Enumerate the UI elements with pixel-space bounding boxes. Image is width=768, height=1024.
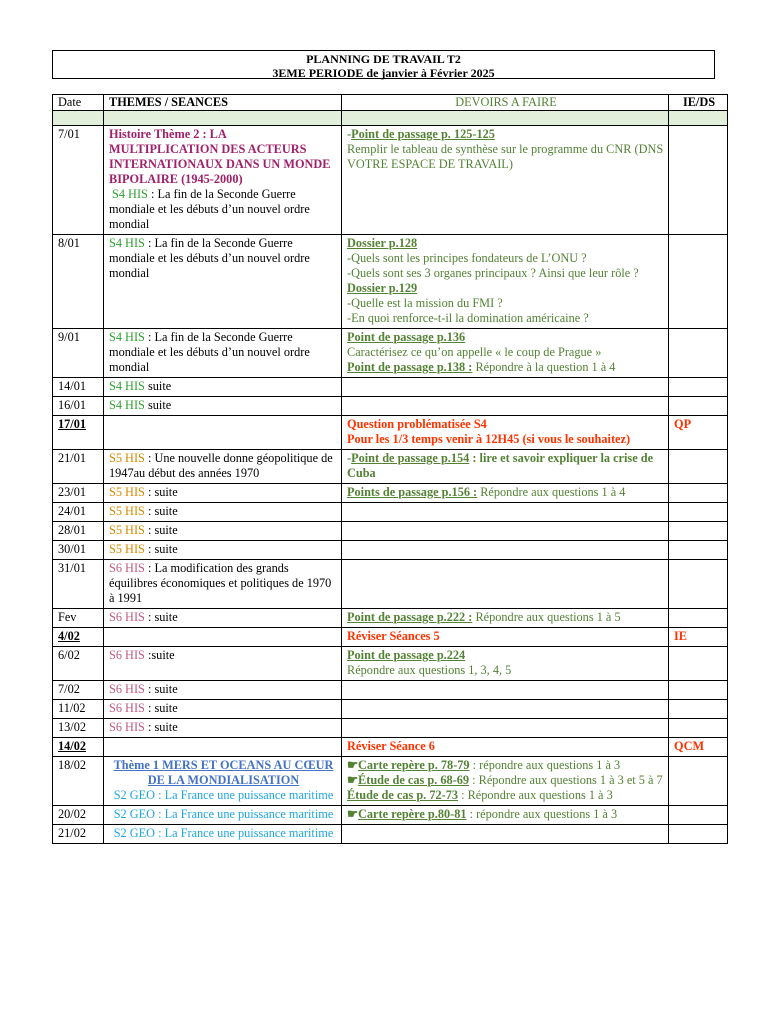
seance-text: S2 GEO : La France une puissance maritime bbox=[113, 788, 334, 802]
table-row bbox=[53, 560, 728, 609]
seance-text: : suite bbox=[144, 485, 178, 499]
date-cell: 13/02 bbox=[53, 719, 104, 738]
ie-cell bbox=[669, 378, 728, 397]
date-cell: 14/01 bbox=[53, 378, 104, 397]
devoir-text: : lire et savoir expliquer la crise de Cuba bbox=[347, 451, 654, 480]
seance-code: S5 HIS bbox=[109, 504, 145, 518]
seance-text: S2 GEO : La France une puissance maritime bbox=[113, 826, 334, 840]
devoir-link[interactable]: Points de passage p.156 : bbox=[347, 485, 478, 499]
date-cell: 31/01 bbox=[53, 560, 104, 609]
theme-cell bbox=[104, 757, 342, 806]
seance-code: S6 HIS bbox=[109, 648, 145, 662]
seance-text: suite bbox=[144, 379, 172, 393]
theme-cell bbox=[104, 450, 342, 484]
devoir-text: Remplir le tableau de synthèse sur le programme du CNR (DNS VOTRE ESPACE DE TRAVAIL) bbox=[347, 142, 664, 171]
date-cell: 28/01 bbox=[53, 522, 104, 541]
devoir-text: Répondre aux questions 1, 3, 4, 5 bbox=[347, 663, 512, 677]
devoirs-cell bbox=[342, 450, 669, 484]
ie-cell bbox=[669, 560, 728, 609]
table-row bbox=[53, 503, 728, 522]
seance-text: : suite bbox=[144, 610, 178, 624]
ie-cell bbox=[669, 235, 728, 329]
theme-cell bbox=[104, 647, 342, 681]
table-row bbox=[53, 719, 728, 738]
date-cell: 9/01 bbox=[53, 329, 104, 378]
date-cell: 14/02 bbox=[53, 738, 104, 757]
table-row bbox=[53, 757, 728, 806]
devoir-link[interactable]: Carte repère p.80-81 bbox=[358, 807, 467, 821]
devoir-text: : Répondre aux questions 1 à 3 bbox=[458, 788, 613, 802]
theme-cell bbox=[104, 484, 342, 503]
devoir-link[interactable]: Point de passage p.224 bbox=[347, 648, 466, 662]
col-header-devoirs: DEVOIRS A FAIRE bbox=[342, 95, 669, 111]
devoirs-cell bbox=[342, 503, 669, 522]
theme-cell bbox=[104, 522, 342, 541]
devoir-text: Réviser Séances 5 bbox=[347, 629, 440, 643]
seance-code: S4 HIS bbox=[109, 398, 145, 412]
seance-text: : La modification des grands équilibres économiques et politiques de 1970 à 1991 bbox=[109, 561, 332, 605]
spacer-cell bbox=[342, 111, 669, 126]
devoirs-cell bbox=[342, 738, 669, 757]
theme-cell bbox=[104, 628, 342, 647]
theme-cell bbox=[104, 397, 342, 416]
ie-cell bbox=[669, 450, 728, 484]
devoirs-cell bbox=[342, 235, 669, 329]
devoirs-cell bbox=[342, 719, 669, 738]
devoirs-cell bbox=[342, 609, 669, 628]
seance-text: : Une nouvelle donne géopolitique de 1947au début des années 1970 bbox=[109, 451, 333, 480]
table-row bbox=[53, 738, 728, 757]
seance-text: : La fin de la Seconde Guerre mondiale et les débuts d’un nouvel ordre mondial bbox=[109, 187, 310, 231]
col-header-date: Date bbox=[53, 95, 104, 111]
devoirs-cell bbox=[342, 397, 669, 416]
date-cell: Fev bbox=[53, 609, 104, 628]
devoirs-cell bbox=[342, 541, 669, 560]
theme-cell bbox=[104, 609, 342, 628]
devoirs-cell bbox=[342, 126, 669, 235]
seance-code: S6 HIS bbox=[109, 561, 145, 575]
date-cell: 7/02 bbox=[53, 681, 104, 700]
table-row bbox=[53, 484, 728, 503]
table-row bbox=[53, 235, 728, 329]
devoir-link[interactable]: Point de passage p.154 bbox=[351, 451, 470, 465]
seance-code: S5 HIS bbox=[109, 451, 145, 465]
date-cell: 7/01 bbox=[53, 126, 104, 235]
ie-cell: QP bbox=[669, 416, 728, 450]
table-row bbox=[53, 628, 728, 647]
seance-code: S6 HIS bbox=[109, 610, 145, 624]
table-row bbox=[53, 825, 728, 844]
seance-text: : suite bbox=[144, 542, 178, 556]
theme-cell bbox=[104, 738, 342, 757]
devoir-link[interactable]: Étude de cas p. 68-69 bbox=[358, 773, 470, 787]
seance-text: : suite bbox=[144, 504, 178, 518]
document-title-box bbox=[52, 50, 715, 79]
ie-cell bbox=[669, 503, 728, 522]
seance-text: : La fin de la Seconde Guerre mondiale et les débuts d’un nouvel ordre mondial bbox=[109, 330, 310, 374]
date-cell: 17/01 bbox=[53, 416, 104, 450]
spacer-cell bbox=[669, 111, 728, 126]
seance-code: S6 HIS bbox=[109, 701, 145, 715]
table-row bbox=[53, 126, 728, 235]
devoir-question: -Quels sont les principes fondateurs de L’ONU ? bbox=[347, 251, 587, 265]
theme-cell bbox=[104, 681, 342, 700]
theme-cell bbox=[104, 126, 342, 235]
devoir-question: -En quoi renforce-t-il la domination américaine ? bbox=[347, 311, 589, 325]
devoir-text: : Répondre aux questions 1 à 3 et 5 à 7 bbox=[469, 773, 663, 787]
devoir-question: -Quels sont ses 3 organes principaux ? Ainsi que leur rôle ? bbox=[347, 266, 639, 280]
theme-cell bbox=[104, 700, 342, 719]
seance-text: :suite bbox=[144, 648, 175, 662]
ie-cell bbox=[669, 719, 728, 738]
ie-cell bbox=[669, 806, 728, 825]
table-header-row bbox=[53, 95, 728, 111]
seance-text: : suite bbox=[144, 523, 178, 537]
devoir-text: Répondre aux questions 1 à 5 bbox=[472, 610, 621, 624]
devoir-link[interactable]: Dossier p.129 bbox=[347, 281, 418, 295]
ie-cell bbox=[669, 700, 728, 719]
date-cell: 11/02 bbox=[53, 700, 104, 719]
date-cell: 8/01 bbox=[53, 235, 104, 329]
devoirs-cell bbox=[342, 560, 669, 609]
table-row bbox=[53, 329, 728, 378]
devoir-link[interactable]: Carte repère p. 78-79 bbox=[358, 758, 470, 772]
seance-text: S2 GEO : La France une puissance maritime bbox=[113, 807, 334, 821]
seance-code: S4 HIS bbox=[109, 330, 145, 344]
theme-cell bbox=[104, 235, 342, 329]
col-header-themes: THEMES / SEANCES bbox=[104, 95, 342, 111]
shaded-spacer-row bbox=[53, 111, 728, 126]
devoirs-cell bbox=[342, 329, 669, 378]
date-cell: 16/01 bbox=[53, 397, 104, 416]
seance-text: : suite bbox=[144, 720, 178, 734]
spacer-cell bbox=[104, 111, 342, 126]
ie-cell bbox=[669, 541, 728, 560]
devoirs-cell bbox=[342, 806, 669, 825]
seance-text: : suite bbox=[144, 701, 178, 715]
table-row bbox=[53, 378, 728, 397]
col-header-ie-ds: IE/DS bbox=[669, 95, 728, 111]
theme-cell bbox=[104, 719, 342, 738]
devoirs-cell bbox=[342, 628, 669, 647]
seance-code: S5 HIS bbox=[109, 542, 145, 556]
devoirs-cell bbox=[342, 757, 669, 806]
ie-cell bbox=[669, 397, 728, 416]
ie-cell bbox=[669, 825, 728, 844]
devoirs-cell bbox=[342, 681, 669, 700]
devoir-link[interactable]: Point de passage p.138 : bbox=[347, 360, 473, 374]
theme-cell bbox=[104, 503, 342, 522]
devoir-question: -Quelle est la mission du FMI ? bbox=[347, 296, 503, 310]
date-cell: 24/01 bbox=[53, 503, 104, 522]
devoirs-cell bbox=[342, 647, 669, 681]
devoir-text: Caractérisez ce qu’on appelle « le coup de Prague » bbox=[347, 345, 602, 359]
theme-title: Thème 1 MERS ET OCEANS AU CŒUR DE LA MONDIALISATION bbox=[113, 758, 334, 787]
ie-cell bbox=[669, 647, 728, 681]
seance-text: : suite bbox=[144, 682, 178, 696]
table-row bbox=[53, 541, 728, 560]
table-row bbox=[53, 700, 728, 719]
devoir-link[interactable]: Point de passage p.136 bbox=[347, 330, 466, 344]
theme-cell bbox=[104, 416, 342, 450]
date-cell: 21/01 bbox=[53, 450, 104, 484]
seance-text: : La fin de la Seconde Guerre mondiale et les débuts d’un nouvel ordre mondial bbox=[109, 236, 310, 280]
devoir-text: : répondre aux questions 1 à 3 bbox=[466, 807, 618, 821]
pointing-hand-icon: ☛ bbox=[347, 758, 359, 772]
table-row bbox=[53, 397, 728, 416]
seance-code: S5 HIS bbox=[109, 523, 145, 537]
date-cell: 20/02 bbox=[53, 806, 104, 825]
table-row bbox=[53, 416, 728, 450]
theme-cell bbox=[104, 825, 342, 844]
ie-cell: IE bbox=[669, 628, 728, 647]
seance-code: S6 HIS bbox=[109, 682, 145, 696]
devoir-text: Réviser Séance 6 bbox=[347, 739, 435, 753]
spacer-cell bbox=[53, 111, 104, 126]
seance-code: S4 HIS bbox=[109, 236, 145, 250]
devoir-text: Question problématisée S4 bbox=[347, 417, 487, 431]
devoirs-cell bbox=[342, 700, 669, 719]
seance-code: S5 HIS bbox=[109, 485, 145, 499]
date-cell: 21/02 bbox=[53, 825, 104, 844]
date-cell: 18/02 bbox=[53, 757, 104, 806]
theme-cell bbox=[104, 378, 342, 397]
date-cell: 30/01 bbox=[53, 541, 104, 560]
seance-text: suite bbox=[144, 398, 172, 412]
theme-cell bbox=[104, 560, 342, 609]
date-cell: 6/02 bbox=[53, 647, 104, 681]
seance-code: S4 HIS bbox=[109, 379, 145, 393]
devoir-text: Répondre à la question 1 à 4 bbox=[472, 360, 616, 374]
devoirs-cell bbox=[342, 825, 669, 844]
theme-cell bbox=[104, 541, 342, 560]
ie-cell bbox=[669, 126, 728, 235]
table-row bbox=[53, 609, 728, 628]
seance-code: S6 HIS bbox=[109, 720, 145, 734]
title-line-2: 3EME PERIODE de janvier à Février 2025 bbox=[272, 66, 495, 80]
theme-cell bbox=[104, 329, 342, 378]
devoirs-cell bbox=[342, 522, 669, 541]
pointing-hand-icon: ☛ bbox=[347, 773, 359, 787]
devoir-link[interactable]: Étude de cas p. 72-73 bbox=[347, 788, 459, 802]
table-row bbox=[53, 806, 728, 825]
table-row bbox=[53, 450, 728, 484]
table-row bbox=[53, 522, 728, 541]
devoirs-cell bbox=[342, 484, 669, 503]
ie-cell bbox=[669, 757, 728, 806]
ie-cell: QCM bbox=[669, 738, 728, 757]
theme-title: Histoire Thème 2 : LA MULTIPLICATION DES ACTEURS INTERNATIONAUX DANS UN MONDE BIPOLAIRE (1945-2000) bbox=[109, 127, 331, 186]
date-cell: 4/02 bbox=[53, 628, 104, 647]
ie-cell bbox=[669, 329, 728, 378]
title-line-1: PLANNING DE TRAVAIL T2 bbox=[306, 52, 461, 66]
devoir-prefix: - bbox=[347, 451, 352, 465]
ie-cell bbox=[669, 484, 728, 503]
ie-cell bbox=[669, 522, 728, 541]
devoir-link[interactable]: Point de passage p.222 : bbox=[347, 610, 473, 624]
theme-cell bbox=[104, 806, 342, 825]
devoirs-cell bbox=[342, 416, 669, 450]
seance-code: S4 HIS bbox=[112, 187, 148, 201]
devoir-link[interactable]: Point de passage p. 125-125 bbox=[351, 127, 495, 141]
planning-table bbox=[52, 94, 728, 844]
devoir-link[interactable]: Dossier p.128 bbox=[347, 236, 418, 250]
ie-cell bbox=[669, 609, 728, 628]
table-row bbox=[53, 681, 728, 700]
pointing-hand-icon: ☛ bbox=[347, 807, 359, 821]
date-cell: 23/01 bbox=[53, 484, 104, 503]
table-row bbox=[53, 647, 728, 681]
devoirs-cell bbox=[342, 378, 669, 397]
devoir-prefix: - bbox=[347, 127, 352, 141]
devoir-text: Pour les 1/3 temps venir à 12H45 (si vous le souhaitez) bbox=[347, 432, 631, 446]
ie-cell bbox=[669, 681, 728, 700]
devoir-text: : répondre aux questions 1 à 3 bbox=[469, 758, 621, 772]
devoir-text: Répondre aux questions 1 à 4 bbox=[477, 485, 626, 499]
